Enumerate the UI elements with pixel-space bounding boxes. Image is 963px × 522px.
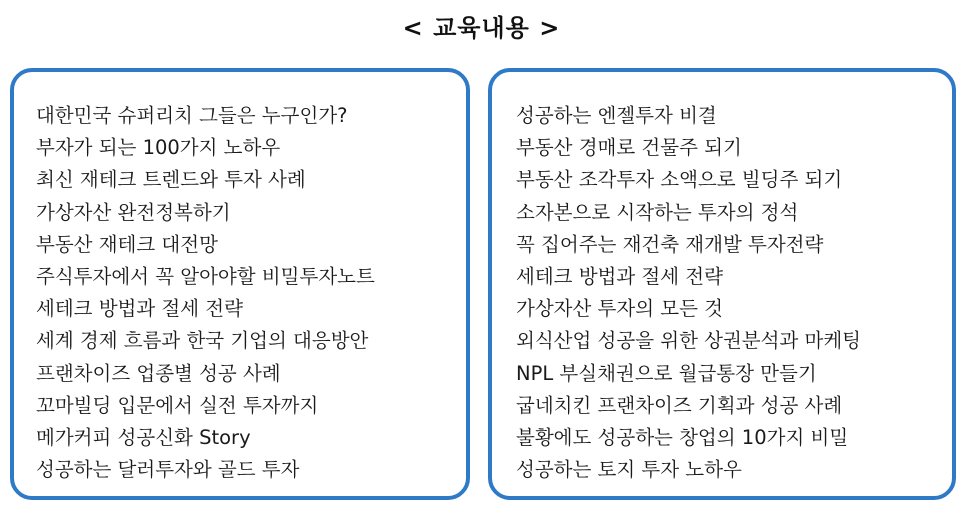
list-item: 부동산 재테크 대전망 [36,232,218,256]
list-item: 성공하는 달러투자와 골드 투자 [36,458,300,482]
list-item: 세테크 방법과 절세 전략 [36,297,243,321]
list-item: 성공하는 토지 투자 노하우 [516,458,742,482]
list-item: 굽네치킨 프랜차이즈 기획과 성공 사례 [516,393,843,417]
list-item: 부동산 경매로 건물주 되기 [516,136,742,160]
list-item: 세계 경제 흐름과 한국 기업의 대응방안 [36,329,369,353]
list-item: 부자가 되는 100가지 노하우 [36,136,281,160]
list-item: 세테크 방법과 절세 전략 [516,265,723,289]
list-item: 소자본으로 시작하는 투자의 정석 [516,200,799,224]
list-item: 꼬마빌딩 입문에서 실전 투자까지 [36,393,319,417]
list-item: 꼭 집어주는 재건축 재개발 투자전략 [516,232,824,256]
list-item: 프랜차이즈 업종별 성공 사례 [36,361,281,385]
list-item: 가상자산 완전정복하기 [36,200,231,224]
right-course-list [516,100,942,486]
left-course-list [36,100,456,486]
left-curriculum-panel [10,68,470,500]
list-item: 최신 재테크 트렌드와 투자 사례 [36,168,306,192]
list-item: 부동산 조각투자 소액으로 빌딩주 되기 [516,168,843,192]
right-curriculum-panel [488,68,956,500]
list-item: 외식산업 성공을 위한 상권분석과 마케팅 [516,329,862,353]
list-item: 가상자산 투자의 모든 것 [516,297,723,321]
list-item: NPL 부실채권으로 월급통장 만들기 [516,361,817,385]
list-item: 메가커피 성공신화 Story [36,426,251,450]
list-item: 불황에도 성공하는 창업의 10가지 비밀 [516,426,849,450]
page-title: < 교육내용 > [402,14,561,42]
list-item: 성공하는 엔젤투자 비결 [516,104,717,127]
list-item: 주식투자에서 꼭 알아야할 비밀투자노트 [36,265,375,289]
list-item: 대한민국 슈퍼리치 그들은 누구인가? [36,104,348,127]
